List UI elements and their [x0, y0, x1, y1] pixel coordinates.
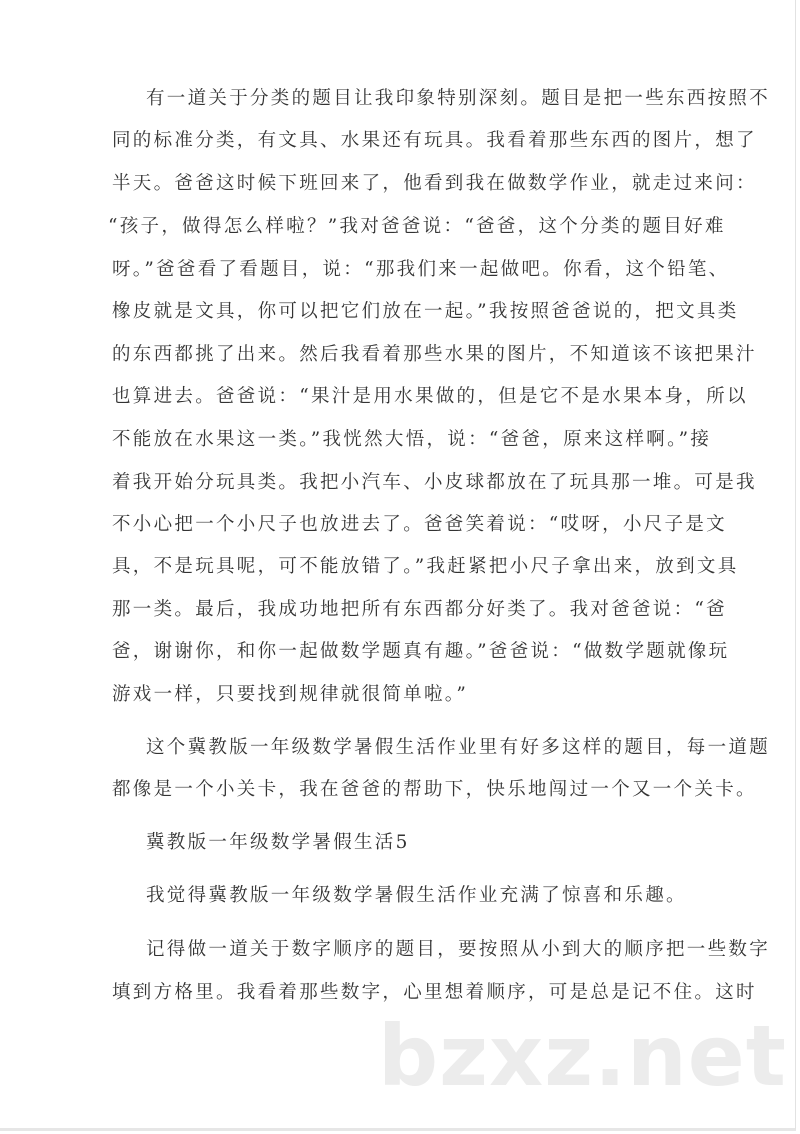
- text-line: 爸，谢谢你，和你一起做数学题真有趣。”爸爸说：“做数学题就像玩: [112, 641, 730, 662]
- text-line: 有一道关于分类的题目让我印象特别深刻。题目是把一些东西按照不: [146, 88, 771, 109]
- text-line: 的东西都挑了出来。然后我看着那些水果的图片，不知道该不该把果汁: [112, 344, 757, 365]
- text-line: “孩子，做得怎么样啦？”我对爸爸说：“爸爸，这个分类的题目好难: [108, 216, 726, 237]
- text-line: 同的标准分类，有文具、水果还有玩具。我看着那些东西的图片，想了: [112, 130, 757, 151]
- text-line: 那一类。最后，我成功地把所有东西都分好类了。我对爸爸说：“爸: [112, 599, 727, 620]
- text-line: 具，不是玩具呢，可不能放错了。”我赶紧把小尺子拿出来，放到文具: [112, 556, 739, 577]
- text-line: 呀。”爸爸看了看题目，说：“那我们来一起做吧。你看，这个铅笔、: [112, 259, 730, 280]
- text-line: 橡皮就是文具，你可以把它们放在一起。”我按照爸爸说的，把文具类: [112, 301, 739, 322]
- text-line: 半天。爸爸这时候下班回来了，他看到我在做数学作业，就走过来问：: [112, 173, 757, 194]
- text-line: 着我开始分玩具类。我把小汽车、小皮球都放在了玩具那一堆。可是我: [112, 472, 757, 493]
- watermark: bzxz.net: [378, 1007, 787, 1105]
- text-line: 游戏一样，只要找到规律就很简单啦。”: [112, 684, 469, 705]
- text-line: 填到方格里。我看着那些数字，心里想着顺序，可是总是记不住。这时: [112, 982, 757, 1003]
- heading-text: 冀教版一年级数学暑假生活5: [146, 832, 410, 853]
- text-line: 我觉得冀教版一年级数学暑假生活作业充满了惊喜和乐趣。: [146, 885, 687, 906]
- text-line: 都像是一个小关卡，我在爸爸的帮助下，快乐地闯过一个又一个关卡。: [112, 779, 757, 800]
- text-line: 不小心把一个小尺子也放进去了。爸爸笑着说：“哎呀，小尺子是文: [112, 514, 727, 535]
- text-line: 记得做一道关于数字顺序的题目，要按照从小到大的顺序把一些数字: [146, 939, 771, 960]
- text-line: 也算进去。爸爸说：“果汁是用水果做的，但是它不是水果本身，所以: [112, 386, 748, 407]
- text-line: 不能放在水果这一类。”我恍然大悟，说：“爸爸，原来这样啊。”接: [112, 429, 712, 450]
- text-line: 这个冀教版一年级数学暑假生活作业里有好多这样的题目，每一道题: [146, 737, 771, 758]
